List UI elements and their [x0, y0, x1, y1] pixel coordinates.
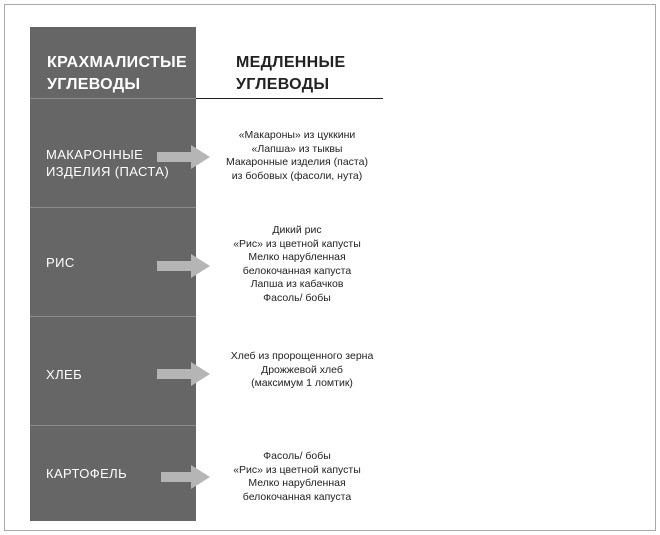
- alternative-item: Мелко нарубленная: [248, 477, 346, 489]
- row-label-bread: [46, 366, 82, 383]
- row-divider: [30, 316, 196, 317]
- row-label-pasta: [46, 146, 169, 180]
- alternative-item: Хлеб из пророщенного зерна: [230, 350, 374, 362]
- alternative-item: «Лапша» из тыквы: [251, 142, 343, 155]
- row-divider: [30, 425, 196, 426]
- alternative-item: (максимум 1 ломтик): [251, 377, 353, 389]
- alternative-item: Мелко нарубленная: [248, 251, 346, 263]
- alternative-item: белокочанная капуста: [242, 490, 352, 503]
- header-line: КРАХМАЛИСТЫЕ: [47, 54, 187, 71]
- arrow-right-icon: [157, 145, 211, 169]
- header-line: УГЛЕВОДЫ: [47, 76, 141, 93]
- row-label-line: МАКАРОННЫЕ: [46, 147, 144, 162]
- slow-carbs-header: [236, 52, 386, 96]
- alternatives-pasta: [207, 129, 387, 183]
- arrow-right-icon: [157, 362, 211, 386]
- alternative-item: Макаронные изделия (паста): [226, 156, 368, 168]
- row-label-line: ИЗДЕЛИЯ (ПАСТА): [46, 164, 170, 179]
- alternative-item: «Рис» из цветной капусты: [233, 237, 361, 250]
- alternative-item: Фасоль/ бобы: [263, 450, 331, 462]
- alternatives-rice: [207, 224, 387, 305]
- alternative-item: Дикий рис: [272, 224, 322, 236]
- alternative-item: «Макароны» из цуккини: [238, 129, 356, 141]
- header-underline: [196, 98, 383, 99]
- arrow-right-icon: [157, 254, 211, 278]
- alternative-item: белокочанная капуста: [242, 264, 352, 277]
- alternatives-potato: [207, 450, 387, 504]
- alternative-item: Лапша из кабачков: [250, 278, 344, 290]
- row-label-potato: [46, 465, 127, 482]
- alternative-item: Дрожжевой хлеб: [261, 363, 343, 376]
- row-label-line: ХЛЕБ: [46, 367, 83, 382]
- row-divider: [30, 207, 196, 208]
- row-divider: [30, 98, 196, 99]
- arrow-right-icon: [161, 465, 211, 489]
- header-line: УГЛЕВОДЫ: [236, 76, 330, 93]
- alternative-item: Фасоль/ бобы: [263, 291, 331, 304]
- alternative-item: из бобовых (фасоли, нута): [231, 169, 363, 182]
- row-label-rice: [46, 254, 75, 271]
- starchy-carbs-header: [47, 52, 197, 96]
- row-label-line: РИС: [46, 255, 75, 270]
- alternative-item: «Рис» из цветной капусты: [233, 463, 361, 476]
- header-line: МЕДЛЕННЫЕ: [236, 54, 346, 71]
- row-label-line: КАРТОФЕЛЬ: [46, 466, 128, 481]
- alternatives-bread: [207, 350, 397, 391]
